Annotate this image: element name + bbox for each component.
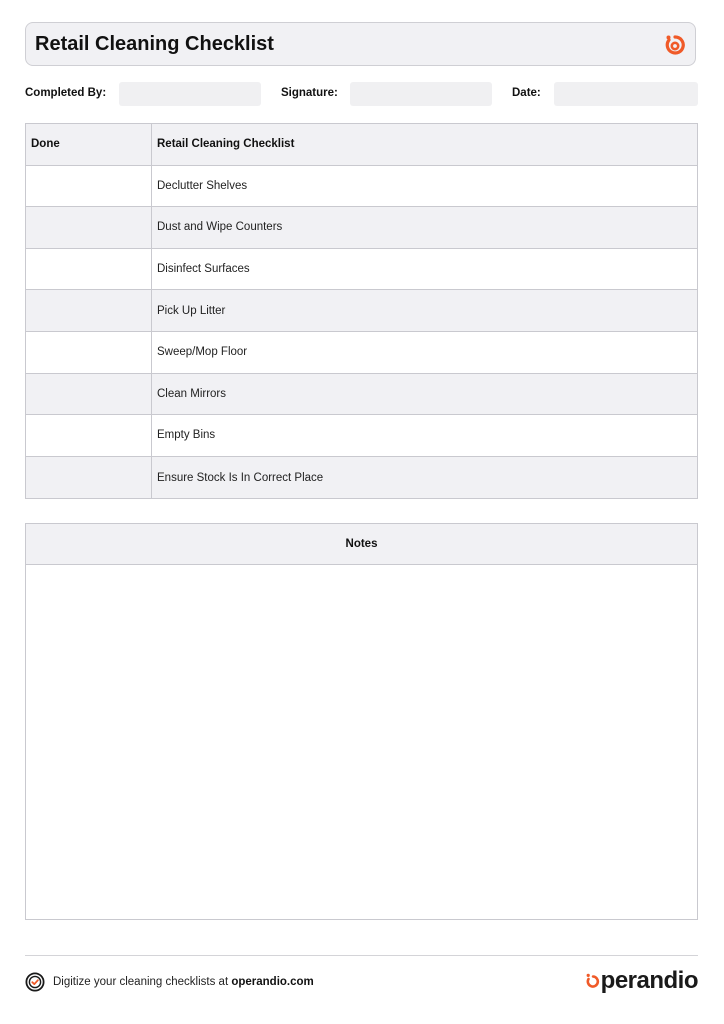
task-label: Sweep/Mop Floor	[157, 346, 248, 359]
task-cell	[152, 166, 697, 207]
notes-title: Notes	[345, 538, 378, 550]
done-checkbox-cell[interactable]	[26, 207, 152, 248]
done-checkbox-cell[interactable]	[26, 457, 152, 499]
signature-label: Signature:	[281, 87, 338, 99]
page-title: Retail Cleaning Checklist	[35, 33, 274, 55]
done-checkbox-cell[interactable]	[26, 290, 152, 331]
header-task-cell	[152, 124, 697, 165]
done-checkbox-cell[interactable]	[26, 332, 152, 373]
operandio-logo-icon	[664, 34, 686, 56]
notes-area[interactable]	[26, 565, 697, 919]
date-field[interactable]	[554, 82, 698, 106]
task-cell	[152, 374, 697, 415]
footer-text	[53, 976, 314, 988]
table-row	[26, 332, 697, 374]
table-header-row	[26, 124, 697, 166]
task-cell	[152, 290, 697, 331]
task-label: Disinfect Surfaces	[157, 263, 250, 276]
table-row	[26, 457, 697, 499]
date-label: Date:	[512, 87, 541, 99]
task-label: Ensure Stock Is In Correct Place	[157, 471, 324, 484]
done-checkbox-cell[interactable]	[26, 374, 152, 415]
task-label: Clean Mirrors	[157, 387, 227, 400]
notes-header	[26, 524, 697, 565]
table-row	[26, 290, 697, 332]
task-cell	[152, 332, 697, 373]
signature-field[interactable]	[350, 82, 492, 106]
done-checkbox-cell[interactable]	[26, 415, 152, 456]
task-label: Declutter Shelves	[157, 179, 248, 192]
done-checkbox-cell[interactable]	[26, 249, 152, 290]
notes-box	[25, 523, 698, 920]
done-checkbox-cell[interactable]	[26, 166, 152, 207]
task-cell	[152, 415, 697, 456]
meta-row	[0, 82, 724, 106]
brand-logo	[586, 967, 698, 995]
task-label: Pick Up Litter	[157, 304, 226, 317]
task-cell	[152, 249, 697, 290]
completed-by-field[interactable]	[119, 82, 261, 106]
footer-divider	[25, 955, 698, 956]
check-circle-icon	[25, 972, 45, 992]
footer-link[interactable]: operandio.com	[231, 976, 314, 988]
task-cell	[152, 457, 697, 499]
header-task-label: Retail Cleaning Checklist	[157, 138, 295, 151]
operandio-o-icon	[586, 973, 600, 989]
task-cell	[152, 207, 697, 248]
task-label: Dust and Wipe Counters	[157, 221, 283, 234]
header-done-cell	[26, 124, 152, 165]
table-row	[26, 207, 697, 249]
table-row	[26, 249, 697, 291]
title-bar	[25, 22, 696, 66]
table-row	[26, 166, 697, 208]
checklist-table	[25, 123, 698, 499]
brand-wordmark: perandio	[600, 967, 698, 994]
footer-cta	[25, 972, 314, 992]
footer-prefix: Digitize your cleaning checklists at	[53, 976, 232, 988]
task-label: Empty Bins	[157, 429, 216, 442]
table-row	[26, 415, 697, 457]
table-row	[26, 374, 697, 416]
completed-by-label: Completed By:	[25, 87, 107, 99]
header-done-label: Done	[31, 138, 60, 151]
